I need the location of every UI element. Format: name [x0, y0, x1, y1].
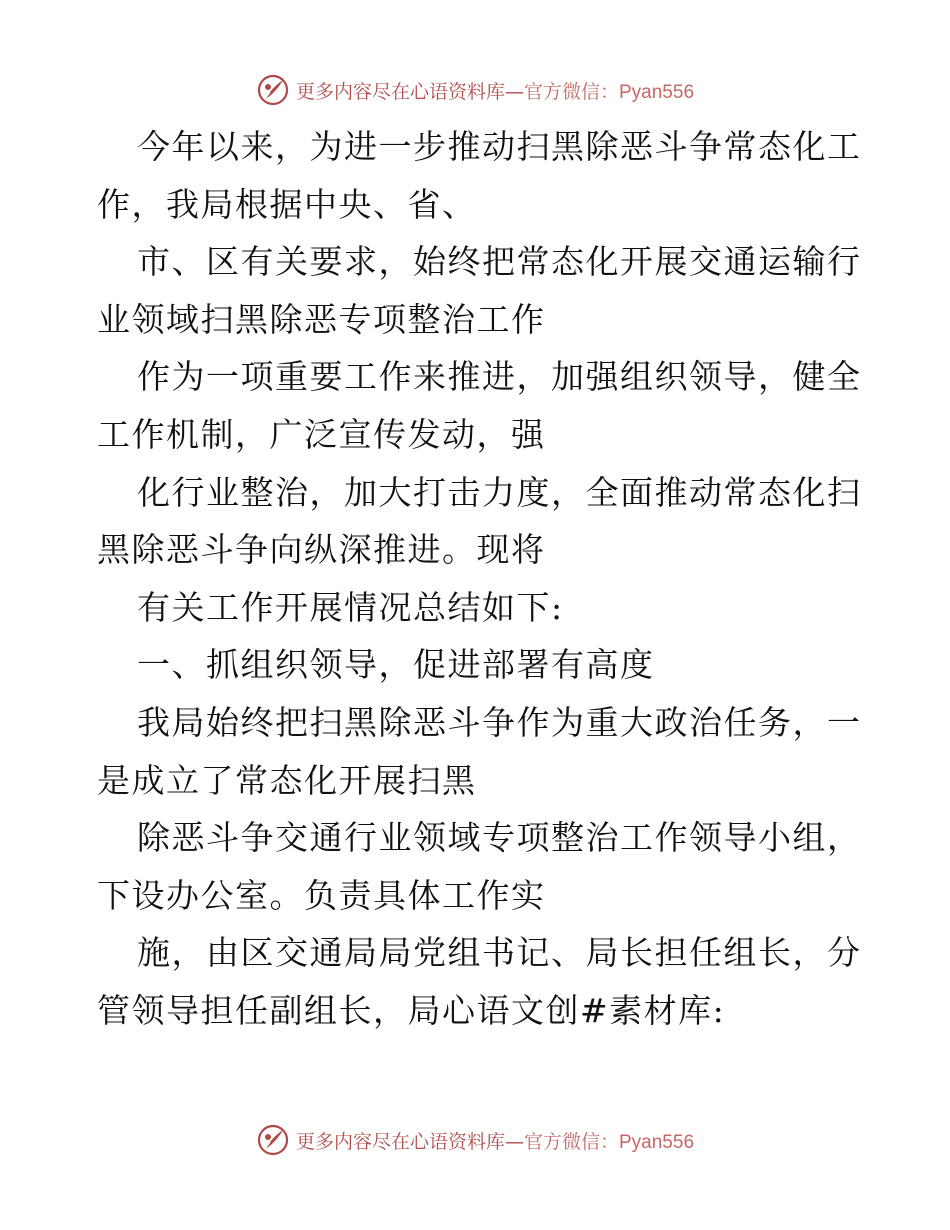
text-line: 施，由区交通局局党组书记、局长担任组长，分 [137, 933, 862, 973]
text-line: 作为一项重要工作来推进，加强组织领导，健全 [137, 357, 862, 397]
text-line: 一、抓组织领导，促进部署有高度 [137, 645, 655, 685]
document-body [97, 118, 862, 1040]
watermark-text: 更多内容尽在心语资料库—官方微信：Pyan556 [295, 1130, 695, 1153]
quill-pen-logo-icon [256, 1123, 290, 1157]
text-line: 下设办公室。负责具体工作实 [97, 875, 546, 915]
text-line: 是成立了常态化开展扫黑 [97, 760, 477, 800]
watermark-text: 更多内容尽在心语资料库—官方微信：Pyan556 [295, 80, 695, 103]
text-line: 市、区有关要求，始终把常态化开展交通运输行 [137, 242, 862, 282]
text-line: 化行业整治，加大打击力度，全面推动常态化扫 [137, 472, 862, 512]
text-line: 作，我局根据中央、省、 [97, 184, 477, 224]
text-line: 有关工作开展情况总结如下: [137, 587, 564, 627]
text-line: 今年以来，为进一步推动扫黑除恶斗争常态化工 [137, 127, 862, 166]
text-line: 我局始终把扫黑除恶斗争作为重大政治任务，一 [137, 702, 862, 742]
header-watermark [0, 70, 950, 110]
text-line: 黑除恶斗争向纵深推进。现将 [97, 530, 546, 570]
text-line: 除恶斗争交通行业领域专项整治工作领导小组， [137, 818, 862, 858]
footer-watermark [0, 1120, 950, 1160]
text-line: 工作机制，广泛宣传发动，强 [97, 414, 546, 454]
text-line: 业领域扫黑除恶专项整治工作 [97, 299, 546, 339]
quill-pen-logo-icon [256, 73, 290, 107]
text-line: 管领导担任副组长，局心语文创#素材库: [97, 990, 726, 1030]
